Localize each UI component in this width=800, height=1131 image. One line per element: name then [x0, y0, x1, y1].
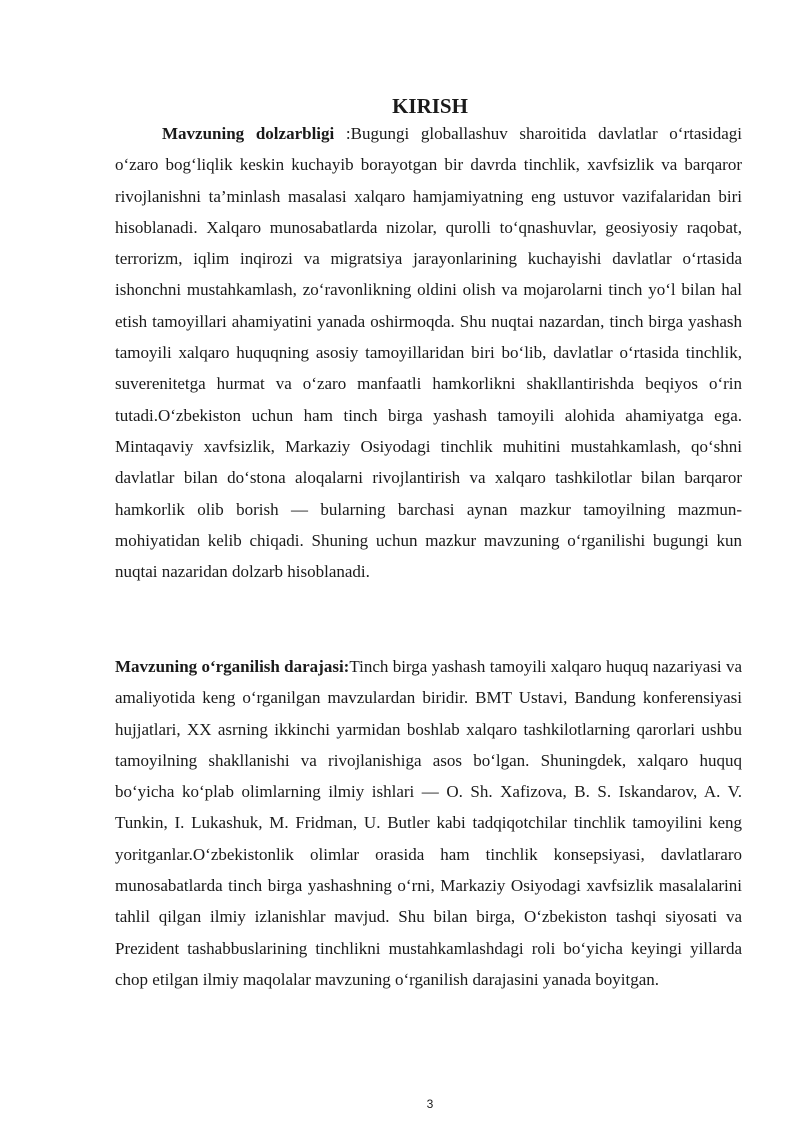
- page-title: KIRISH: [392, 94, 468, 118]
- page-number: 3: [426, 1097, 434, 1111]
- relevance-paragraph: [115, 118, 742, 587]
- study-level-text: Tinch birga yashash tamoyili xalqaro huquq nazariyasi va amaliyotida keng o‘rganilgan mavzulardan biridir. BMT Ustavi, Bandung konferensiyasi hujjatlari, XX asrning ikkinchi yarmidan boshlab xalqaro tashkilotlarning qarorlari ushbu tamoyilning shakllanishi va rivojlanishiga asos bo‘lgan. Shuningdek, xalqaro huquq bo‘yicha ko‘plab olimlarning ilmiy ishlari — O. Sh. Xafizova, B. S. Iskandarov, A. V. Tunkin, I. Lukashuk, M. Fridman, U. Butler kabi tadqiqotchilar tinchlik tamoyilini keng yoritganlar.O‘zbekistonlik olimlar orasida ham tinchlik konsepsiyasi, davlatlararo munosabatlarda tinch birga yashashning o‘rni, Markaziy Osiyodagi xavfsizlik masalalarini tahlil qilgan ilmiy izlanishlar mavjud. Shu bilan birga, O‘zbekiston tashqi siyosati va Prezident tashabbuslarining tinchlikni mustahkamlashdagi roli bo‘yicha keyingi yillarda chop etilgan ilmiy maqolalar mavzuning o‘rganilish darajasini yanada boyitgan.: [115, 657, 742, 989]
- relevance-heading: Mavzuning dolzarbligi: [162, 124, 335, 143]
- study-level-paragraph: [115, 651, 742, 995]
- relevance-text: :Bugungi globallashuv sharoitida davlatlar o‘rtasidagi o‘zaro bog‘liqlik keskin kuchayib borayotgan bir davrda tinchlik, xavfsizlik va barqaror rivojlanishni ta’minlash masalasi xalqaro hamjamiyatning eng ustuvor vazifalaridan biri hisoblanadi. Xalqaro munosabatlarda nizolar, qurolli to‘qnashuvlar, geosiyosiy raqobat, terrorizm, iqlim inqirozi va migratsiya jarayonlarining kuchayishi davlatlar o‘rtasida ishonchni mustahkamlash, zo‘ravonlikning oldini olish va mojarolarni tinch yo‘l bilan hal etish tamoyillari ahamiyatini yanada oshirmoqda. Shu nuqtai nazardan, tinch birga yashash tamoyili xalqaro huquqning asosiy tamoyillaridan biri bo‘lib, davlatlar o‘rtasida tinchlik, suverenitetga hurmat va o‘zaro manfaatli hamkorlikni shakllantirishda beqiyos o‘rin tutadi.O‘zbekiston uchun ham tinch birga yashash tamoyili alohida ahamiyatga ega. Mintaqaviy xavfsizlik, Markaziy Osiyodagi tinchlik muhitini mustahkamlash, qo‘shni davlatlar bilan do‘stona aloqalarni rivojlantirish va xalqaro tashkilotlar bilan barqaror hamkorlik olib borish — bularning barchasi aynan mazkur tamoyilning mazmun-mohiyatidan kelib chiqadi. Shuning uchun mazkur mavzuning o‘rganilishi bugungi kun nuqtai nazaridan dolzarb hisoblanadi.: [115, 124, 742, 582]
- study-level-heading: Mavzuning o‘rganilish darajasi:: [115, 657, 350, 676]
